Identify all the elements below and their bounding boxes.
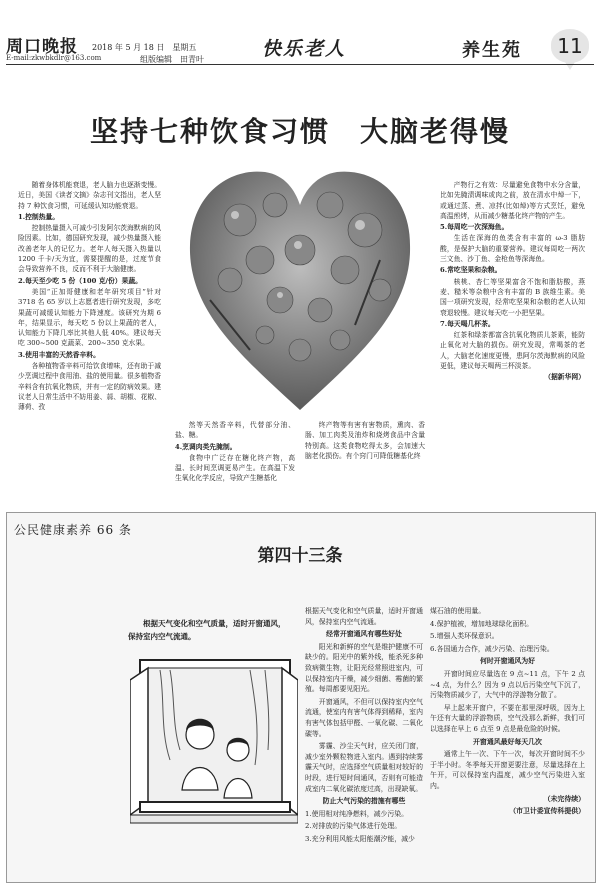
- paragraph: 食物中广泛存在糖化终产物，高温、长时间烹调更易产生。在高温下发生氧化化学反应，导致产生糖基化: [175, 453, 295, 483]
- page-number-badge: 11: [551, 29, 589, 63]
- paragraph: 开窗时间应尽量选在 9 点~11 点，下午 2 点~4 点，为什么？因为 9 点以后污染空气下沉了，污染物质减少了，大气中的浮游物分散了。: [430, 669, 585, 700]
- list-item: 6.各国通力合作，减少污染、治理污染。: [430, 644, 554, 653]
- layout-editor: 组版编辑 田青叶: [140, 55, 204, 64]
- subheading: 2.每天至少吃 5 份（100 克/份）果蔬。: [18, 276, 142, 285]
- paragraph: 然等天然香辛料，代替部分油、盐、糖。: [175, 421, 295, 440]
- subheading: 7.每天喝几杯茶。: [440, 319, 495, 328]
- paragraph: 早上起来开窗户，不要在那里深呼吸，因为上午还有大量的浮游物质，空气没那么新鲜，我们可以选择在早上 6 点至 9 点是最危险的时候。: [430, 703, 585, 733]
- issue-date: 2018 年 5 月 18 日 星期五: [92, 43, 197, 52]
- box-credit: （未完待续）: [543, 794, 585, 803]
- paragraph: 控制热量摄入可减少引发阿尔茨海默病的风险因素。比如，德国研究发现，减少热量摄入能改善老年人的记忆力。老年人每天摄入热量以 1200 千卡/天为宜，需要提醒的是，过度节食会导致营养不良，反而不利于大脑健康。: [18, 224, 161, 274]
- list-item: 5.增强人类环保意识。: [430, 632, 499, 641]
- article-column-1: [18, 180, 161, 414]
- subheading: 防止大气污染的措施有哪些: [322, 797, 406, 806]
- masthead-rule: [6, 64, 594, 65]
- vegetable-heart-image: [180, 150, 420, 420]
- paragraph: 根据天气变化和空气质量，适时开窗通风，保持室内空气流通。: [305, 607, 423, 626]
- section-title: 快乐老人: [262, 38, 347, 60]
- subheading: 3.使用丰富的天然香辛料。: [18, 350, 100, 359]
- paragraph: 核桃、杏仁等坚果富含不饱和脂肪酸，燕麦、糙米等杂粮中含有丰富的 B 族维生素。美国一项研究发现，经常吃坚果和杂粮的老人认知衰退较慢。建议每天吃一小把坚果。: [440, 277, 585, 317]
- box-column-1: [305, 606, 423, 846]
- subheading: 4.烹调肉类先腌制。: [175, 442, 237, 451]
- paragraph: 阳光和新鲜的空气是维护健康不可缺少的。阳光中的紫外线，能杀死多种致病微生物，让阳光经常照进室内，可以保持室内干燥，减少细菌、霉菌的繁殖。每周都要见阳光。: [305, 642, 423, 694]
- subheading: 5.每周吃一次深海鱼。: [440, 223, 509, 232]
- box-title: 公民健康素养 66 条: [14, 523, 132, 537]
- subheading: 6.常吃坚果和杂粮。: [440, 266, 502, 275]
- column-name: 养生苑: [462, 40, 522, 61]
- open-window-illustration: [130, 640, 298, 850]
- paragraph: 红茶和绿茶都富含抗氧化物质儿茶素，能防止氧化对大脑的损伤。研究发现，常喝茶的老人，大脑老化速度更慢，患阿尔茨海默病的风险更低，建议每天喝两三杯淡茶。: [440, 331, 585, 371]
- paragraph: 随着身体机能衰退，老人脑力也逐渐变慢。近日，美国《读者文摘》杂志刊文指出，老人坚持 7 种饮食习惯，可延缓认知功能衰退。: [18, 181, 161, 210]
- list-item: 4.保护植被，增加地球绿化面积。: [430, 619, 534, 628]
- paragraph: 终产物等有害有害物质，熏肉、香肠、加工肉类及油炸和烧烤食品中含量特别高。这类食物吃得太多，会加速大脑老化损伤。有个窍门可降低糖基化终: [305, 421, 425, 460]
- list-item: 3.充分利用风能太阳能潮汐能，减少: [305, 834, 415, 843]
- box-credit: （市卫计委宣传科提供）: [509, 807, 585, 816]
- paragraph: 煤石油的使用量。: [430, 607, 486, 615]
- list-item: 1.使用相对纯净燃料，减少污染。: [305, 809, 409, 818]
- paragraph: 开窗通风，不但可以保持室内空气流通，使室内有害气体得到稀释，室内有害气体包括甲醛、一氧化碳、二氧化碳等。: [305, 697, 423, 738]
- article-column-4: [440, 180, 585, 384]
- subheading: 经常开窗通风有哪些好处: [326, 630, 402, 639]
- paragraph: 美国“正加哥健康和老年研究项目”针对 3718 名 65 岁以上志愿者进行研究发现，多吃果蔬可减缓认知能力下降速度。该研究为期 6 年，结果显示，每天吃 5 份以上果蔬的老人，认知能力下降几率比其他人低 40%。建议每天吃 300~500 克蔬菜、200~350 克水果。: [18, 287, 161, 348]
- paragraph: 雾霾、沙尘天气时，应关闭门窗，减少室外颗粒物进入室内。遇到持续雾霾天气时，应选择空气质量相对较好的时段，进行短时间通风，否则有可能造成室内二氧化碳浓度过高，出现缺氧。: [305, 742, 423, 793]
- article-column-3: [305, 420, 425, 462]
- paragraph: 产物行之有效：尽量避免食物中水分含量，比如先腌渍调味或肉之前，放在清水中焯一下，或通过蒸、煮、凉拌(比如焯)等方式烹饪，避免高温煎烤，从而减少糖基化终产物的产生。: [440, 181, 585, 220]
- illustration-caption: 根据天气变化和空气质量，适时开窗通风，保持室内空气流通。: [128, 619, 286, 641]
- subheading: 1.控制热量。: [18, 212, 60, 221]
- paragraph: 各种植物香辛料可给饮食增味，还有助于减少烹调过程中食用油、盐的使用量。很多植物香辛料含有抗氧化物质，并有一定的防病效果。建议老人日常生活中不妨用姜、蒜、胡椒、花椒、薄荷、孜: [18, 362, 161, 412]
- paragraph: 生活在深海的鱼类含有丰富的 ω-3 脂肪酸，是保护大脑的重要营养。建议每周吃一两次三文鱼、沙丁鱼、金枪鱼等深海鱼。: [440, 234, 585, 264]
- subheading: 何时开窗通风为好: [479, 657, 536, 666]
- subheading: 开窗通风最好每天几次: [473, 737, 542, 746]
- article-headline: 坚持七种饮食习惯 大脑老得慢: [89, 115, 510, 148]
- box-column-2: [430, 606, 585, 819]
- newspaper-logo: 周口晚报: [6, 37, 78, 57]
- article-credit: （据新华网）: [544, 373, 585, 382]
- list-item: 2.对排放的污染气体进行处理。: [305, 822, 402, 831]
- paragraph: 通常上午一次、下午一次，每次开窗时间不少于半小时。冬季每天开窗更要注意，尽量选择在上午开，可以保持室内温度，减少空气污染进入室内。: [430, 750, 585, 790]
- article-column-2: [175, 420, 295, 485]
- box-heading: 第四十三条: [257, 546, 343, 566]
- contact-email: E-mail:zkwbkdlr@163.com: [6, 54, 102, 62]
